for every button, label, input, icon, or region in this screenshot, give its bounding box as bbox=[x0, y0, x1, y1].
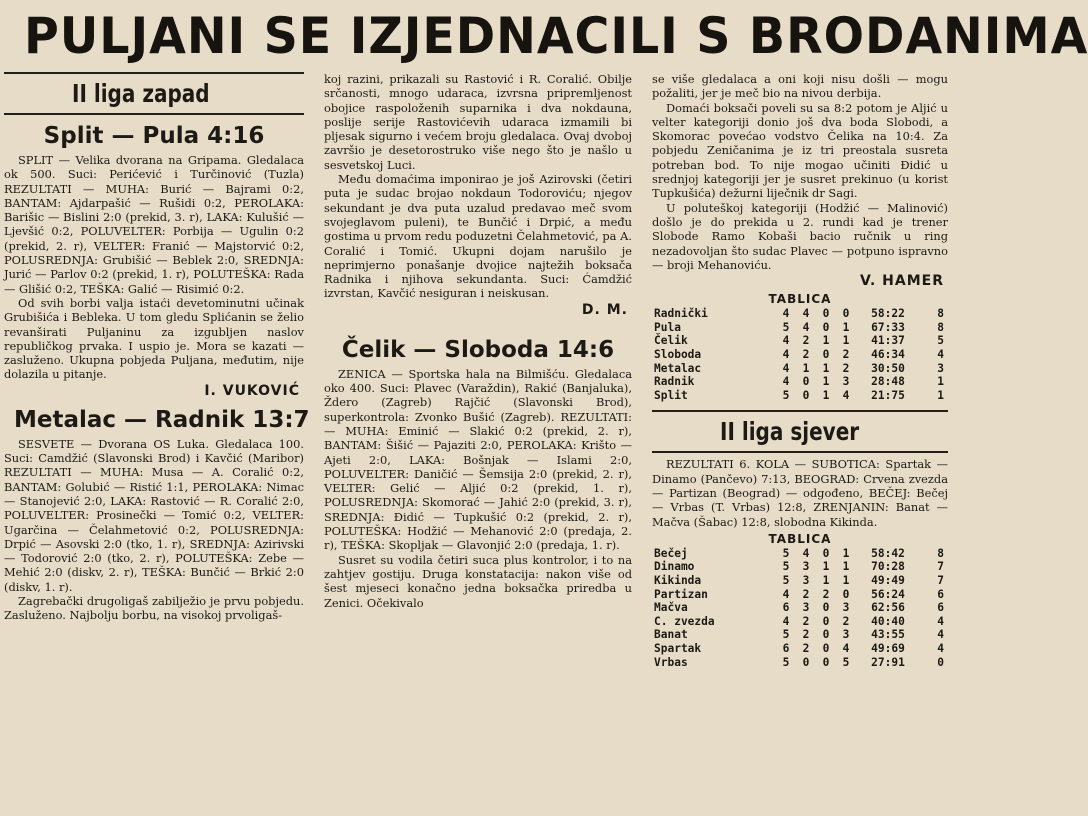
column-1 bbox=[0, 72, 308, 816]
team-name: Partizan bbox=[654, 587, 708, 601]
wins: 2 bbox=[802, 614, 810, 628]
wins: 4 bbox=[802, 320, 810, 334]
standings-row bbox=[652, 560, 946, 574]
league-title-west: II liga zapad bbox=[72, 79, 210, 108]
played: 5 bbox=[782, 320, 790, 334]
standings-row bbox=[652, 362, 946, 376]
standings-table-west bbox=[652, 307, 946, 402]
points: 8 bbox=[937, 307, 944, 321]
wins: 2 bbox=[802, 334, 810, 348]
wins: 4 bbox=[802, 546, 810, 560]
wins: 2 bbox=[802, 347, 810, 361]
played: 4 bbox=[782, 375, 790, 389]
team-name: Pula bbox=[654, 320, 681, 334]
author-signature: I. VUKOVIĆ bbox=[204, 382, 300, 399]
points: 4 bbox=[937, 347, 944, 361]
standings-row bbox=[652, 601, 946, 615]
author-signature: V. HAMER bbox=[859, 273, 944, 290]
team-name: Mačva bbox=[654, 601, 688, 615]
draws: 0 bbox=[822, 655, 830, 669]
losses: 3 bbox=[842, 375, 850, 389]
score: 58:42 bbox=[871, 546, 905, 560]
spacer bbox=[320, 321, 636, 329]
author-signature: D. M. bbox=[581, 301, 628, 318]
points: 4 bbox=[937, 641, 944, 655]
match-report-split-pula: SPLIT — Velika dvorana na Gripama. Gledalaca ok 500. Suci: Perićević i Turčinović (Tuzla) REZULTATI — MUHA: Burić — Bajrami 0:2, BANTAM: Ajdarpašić — Rušidi 0:2, PEROLAKA: Barišic — Bislini 2:0 (prekid, 3. r), LAKA: Kulušić — Ljevšić 0:2, POLUVELTER: Porbija — Ugulin 0:2 (prekid, 2. r), VELTER: Franić — Majstorvić 0:2, POLUSREDNJA: Grubišić — Beblek 2:0, SREDNJA: Jurić — Parlov 0:2 (prekid, 1. r), POLUTEŠKA: Rada — Glišić 0:2, TEŠKA: Galić — Risimić 0:2. bbox=[4, 153, 304, 296]
points: 3 bbox=[937, 361, 944, 375]
divider bbox=[4, 72, 304, 74]
score: 67:33 bbox=[871, 320, 905, 334]
team-name: Metalac bbox=[654, 361, 702, 375]
north-round-results: REZULTATI 6. KOLA — SUBOTICA: Spartak — Dinamo (Pančevo) 7:13, BEOGRAD: Crvena zvezda — Partizan (Beograd) — odgođeno, BEČEJ: Bečej — Vrbas (T. Vrbas) 12:8, ZRENJANIN: Banat — Mačva (Šabac) 12:8, slobodna Kikinda. bbox=[652, 457, 948, 529]
team-name: Čelik bbox=[654, 334, 688, 348]
draws: 0 bbox=[822, 320, 830, 334]
wins: 2 bbox=[802, 641, 810, 655]
score: 28:48 bbox=[871, 375, 905, 389]
article-paragraph: Među domaćima imponirao je još Azirovski (četiri puta je sudac brojao nokdaun Todoroviću; njegov sekundant je dva puta uzalud predavao meč svom svojeglavom puleni), te Bunčić i Drpić, a među gostima u prvom redu poduzetni Čelahmetović, pa A. Coralić i Tomić. Ukupni dojam narušilo je neprimjerno ponašanje dvojice najtežih boksača Radnika i njihova sekundanta. Suci: Ćamdžić izvrstan, Kavčić nesiguran i neiskusan. bbox=[324, 172, 632, 301]
points: 5 bbox=[937, 334, 944, 348]
played: 4 bbox=[782, 347, 790, 361]
standings-row bbox=[652, 547, 946, 561]
played: 5 bbox=[782, 560, 790, 574]
article-paragraph: U poluteškoj kategoriji (Hodžić — Malinović) došlo je do prekida u 2. rundi kad je trener Slobode Ramo Kobaši bacio ručnik u ring nezadovoljan što sudac Plavec — potpuno ispravno — broji Mehanoviću. bbox=[652, 200, 948, 272]
score: 49:49 bbox=[871, 573, 905, 587]
points: 7 bbox=[937, 573, 944, 587]
losses: 1 bbox=[842, 334, 850, 348]
standings-row bbox=[652, 348, 946, 362]
wins: 3 bbox=[802, 601, 810, 615]
points: 7 bbox=[937, 560, 944, 574]
points: 6 bbox=[937, 587, 944, 601]
wins: 3 bbox=[802, 573, 810, 587]
losses: 1 bbox=[842, 560, 850, 574]
standings-title-west: TABLICA bbox=[768, 292, 832, 307]
points: 1 bbox=[937, 375, 944, 389]
draws: 0 bbox=[822, 641, 830, 655]
article-continuation: koj razini, prikazali su Rastović i R. Coralić. Obilje srčanosti, mnogo udaraca, izvrsna pripremljenost obojice raspoloženih suparnika i dva nokdauna, poslije serije Rastovićevih udaraca izmamili bi pljesak sigurno i većem broju gledalaca. Ovaj dvoboj završio je desetorostruko više nego što je našlo u sesvetskoj Luci. bbox=[324, 72, 632, 172]
losses: 2 bbox=[842, 347, 850, 361]
score: 56:24 bbox=[871, 587, 905, 601]
played: 5 bbox=[782, 546, 790, 560]
played: 5 bbox=[782, 573, 790, 587]
draws: 0 bbox=[822, 307, 830, 321]
losses: 4 bbox=[842, 641, 850, 655]
wins: 2 bbox=[802, 628, 810, 642]
played: 6 bbox=[782, 641, 790, 655]
losses: 0 bbox=[842, 307, 850, 321]
team-name: Split bbox=[654, 388, 688, 402]
team-name: Bečej bbox=[654, 546, 688, 560]
played: 6 bbox=[782, 601, 790, 615]
column-2 bbox=[320, 72, 636, 816]
column-3 bbox=[648, 72, 952, 816]
article-continuation: se više gledalaca a oni koji nisu došli — mogu požaliti, jer je meč bio na nivou derbija. bbox=[652, 72, 948, 101]
team-name: Sloboda bbox=[654, 347, 702, 361]
score: 40:40 bbox=[871, 614, 905, 628]
score: 70:28 bbox=[871, 560, 905, 574]
draws: 0 bbox=[822, 628, 830, 642]
losses: 1 bbox=[842, 546, 850, 560]
headline: PULJANI SE IZJEDNACILI S BRODANIMA bbox=[24, 7, 1088, 65]
team-name: Banat bbox=[654, 628, 688, 642]
standings-table-north bbox=[652, 547, 946, 669]
standings-row bbox=[652, 334, 946, 348]
team-name: Radnik bbox=[654, 375, 695, 389]
played: 5 bbox=[782, 628, 790, 642]
team-name: Radnički bbox=[654, 307, 708, 321]
played: 4 bbox=[782, 307, 790, 321]
draws: 0 bbox=[822, 601, 830, 615]
losses: 2 bbox=[842, 361, 850, 375]
points: 6 bbox=[937, 601, 944, 615]
draws: 1 bbox=[822, 375, 830, 389]
losses: 0 bbox=[842, 587, 850, 601]
wins: 0 bbox=[802, 388, 810, 402]
played: 4 bbox=[782, 361, 790, 375]
wins: 0 bbox=[802, 655, 810, 669]
standings-row bbox=[652, 615, 946, 629]
match-heading-celik-sloboda: Čelik — Sloboda 14:6 bbox=[341, 336, 615, 363]
standings-row bbox=[652, 389, 946, 403]
draws: 0 bbox=[822, 614, 830, 628]
draws: 1 bbox=[822, 361, 830, 375]
score: 62:56 bbox=[871, 601, 905, 615]
draws: 2 bbox=[822, 587, 830, 601]
team-name: Dinamo bbox=[654, 560, 695, 574]
points: 8 bbox=[937, 320, 944, 334]
match-commentary-split-pula: Od svih borbi valja istaći devetominutni učinak Grubišića i Bebleka. U tom gledu Splićanin se želio revanširati Puljaninu za izgubljen naslov republičkog prvaka. I uspio je. Mora se kazati — zasluženo. Ukupna pobjeda Puljana, međutim, nije dolazila u pitanje. bbox=[4, 295, 304, 382]
standings-row bbox=[652, 656, 946, 670]
divider bbox=[4, 113, 304, 115]
divider bbox=[652, 410, 948, 412]
score: 41:37 bbox=[871, 334, 905, 348]
team-name: Spartak bbox=[654, 641, 702, 655]
draws: 1 bbox=[822, 573, 830, 587]
standings-row bbox=[652, 574, 946, 588]
team-name: C. zvezda bbox=[654, 614, 715, 628]
standings-row bbox=[652, 307, 946, 321]
standings-row bbox=[652, 321, 946, 335]
match-heading-split-pula: Split — Pula 4:16 bbox=[43, 123, 265, 149]
wins: 4 bbox=[802, 307, 810, 321]
score: 27:91 bbox=[871, 655, 905, 669]
points: 8 bbox=[937, 546, 944, 560]
draws: 1 bbox=[822, 560, 830, 574]
score: 46:34 bbox=[871, 347, 905, 361]
losses: 2 bbox=[842, 614, 850, 628]
score: 49:69 bbox=[871, 641, 905, 655]
points: 4 bbox=[937, 628, 944, 642]
score: 21:75 bbox=[871, 388, 905, 402]
match-heading-metalac-radnik: Metalac — Radnik 13:7 bbox=[14, 406, 310, 433]
played: 4 bbox=[782, 614, 790, 628]
score: 58:22 bbox=[871, 307, 905, 321]
standings-row bbox=[652, 588, 946, 602]
wins: 0 bbox=[802, 375, 810, 389]
article-paragraph: Domaći boksači poveli su sa 8:2 potom je Aljić u velter kategoriji donio još dva boda Slobodi, a Skomorac povećao vodstvo Čelika na 10:4. Za pobjedu Zeničanima je iz tri preostala susreta potreban bod. To nije mogao učiniti Đidić u srednjoj kategoriji jer je susret prekinuo (u korist Tupkušića) dežurni liječnik dr Sagi. bbox=[652, 100, 948, 201]
draws: 1 bbox=[822, 334, 830, 348]
played: 5 bbox=[782, 655, 790, 669]
played: 4 bbox=[782, 587, 790, 601]
wins: 1 bbox=[802, 361, 810, 375]
team-name: Kikinda bbox=[654, 573, 702, 587]
score: 43:55 bbox=[871, 628, 905, 642]
match-report-celik-sloboda: ZENICA — Sportska hala na Bilmišću. Gledalaca oko 400. Suci: Plavec (Varaždin), Rakić (Banjaluka), Ždero (Zagreb) Rajčić (Slavonski Brod), superkontrola: Zvonko Bušić (Zagreb). REZULTATI: — MUHA: Eminić — Slakić 0:2 (prekid, 2. r), BANTAM: Šišić — Pajaziti 2:0, PEROLAKA: Krišto — Ajeti 2:0, LAKA: Bošnjak — Islami 2:0, POLUVELTER: Daničić — Šemsija 2:0 (prekid, 2. r), VELTER: Gelić — Aljić 0:2 (prekid, 1. r), POLUSREDNJA: Skomorać — Jahić 2:0 (prekid, 3. r), SREDNJA: Đidić — Tupkušić 0:2 (prekid, 2. r), POLUTEŠKA: Hodžić — Mehanović 2:0 (predaja, 2. r), TEŠKA: Skopljak — Glavonjić 2:0 (predaja, 1. r). bbox=[324, 366, 632, 553]
standings-row bbox=[652, 375, 946, 389]
played: 4 bbox=[782, 334, 790, 348]
standings-title-north: TABLICA bbox=[768, 531, 832, 546]
losses: 5 bbox=[842, 655, 850, 669]
standings-row bbox=[652, 642, 946, 656]
standings-row bbox=[652, 628, 946, 642]
points: 1 bbox=[937, 388, 944, 402]
losses: 1 bbox=[842, 573, 850, 587]
match-commentary-celik-sloboda: Susret su vodila četiri suca plus kontrolor, i to na zahtjev gostiju. Druga konstatacija: nakon više od šest mjeseci konačno jedna boksačka priredba u Zenici. Očekivalo bbox=[324, 552, 632, 610]
match-commentary-metalac-radnik: Zagrebački drugoligaš zabilježio je prvu pobjedu. Zasluženo. Najbolju borbu, na visokoj prvoligaš- bbox=[4, 594, 304, 623]
match-report-metalac-radnik: SESVETE — Dvorana OS Luka. Gledalaca 100. Suci: Camdžić (Slavonski Brod) i Kavčić (Maribor) REZULTATI — MUHA: Musa — A. Coralić 0:2, BANTAM: Golubić — Ristić 1:1, PEROLAKA: Nimac — Stanojević 2:0, LAKA: Rastović — R. Coralić 2:0, POLUVELTER: Prosinečki — Tomić 0:2, VELTER: Ugarčina — Čelahmetović 0:2, POLUSREDNJA: Drpić — Asovski 2:0 (tko, 1. r), SREDNJA: Azirivski — Todorović 2:0 (tko, 2. r), POLUTEŠKA: Zebe — Mehić 2:0 (diskv, 2. r), TEŠKA: Bunčić — Brkić 2:0 (diskv, 1. r). bbox=[4, 436, 304, 594]
draws: 0 bbox=[822, 347, 830, 361]
losses: 3 bbox=[842, 628, 850, 642]
played: 5 bbox=[782, 388, 790, 402]
team-name: Vrbas bbox=[654, 655, 688, 669]
wins: 3 bbox=[802, 560, 810, 574]
league-title-north: II liga sjever bbox=[720, 417, 860, 447]
wins: 2 bbox=[802, 587, 810, 601]
points: 4 bbox=[937, 614, 944, 628]
losses: 4 bbox=[842, 388, 850, 402]
losses: 3 bbox=[842, 601, 850, 615]
score: 30:50 bbox=[871, 361, 905, 375]
losses: 1 bbox=[842, 320, 850, 334]
draws: 1 bbox=[822, 388, 830, 402]
draws: 0 bbox=[822, 546, 830, 560]
points: 0 bbox=[937, 655, 944, 669]
